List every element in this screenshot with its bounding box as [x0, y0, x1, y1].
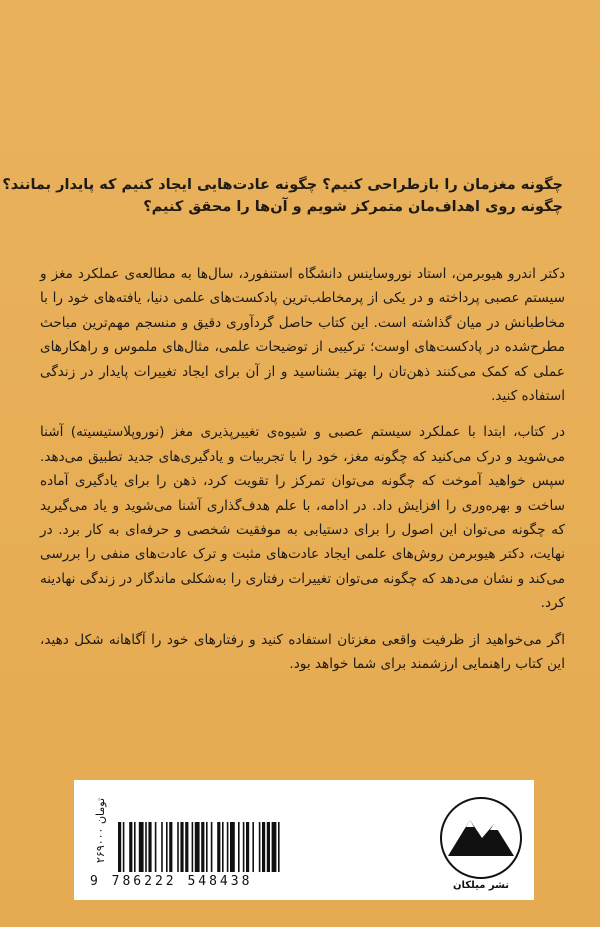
- barcode-panel: [74, 780, 534, 900]
- headline-questions: [2, 174, 563, 218]
- blurb-paragraph-2: در کتاب، ابتدا با عملکرد سیستم عصبی و شیوه‌ی تغییرپذیری مغز (نوروپلاستیسیته) آشنا می‌شوید و درک می‌کنید که چگونه مغز، خود را با تجربیات و یادگیری‌های جدید تطبیق می‌دهد. سپس خواهید آموخت که چگونه می‌توان تمرکز را تقویت کرد، ذهن را برای یادگیری آماده ساخت و بهره‌وری را افزایش داد. در ادامه، با علم هدف‌گذاری آشنا می‌شوید و یاد می‌گیرید که چگونه می‌توان این اصول را برای دستیابی به موفقیت شخصی و حرفه‌ای به کار برد. در نهایت، دکتر هیوبرمن روش‌های علمی ایجاد عادت‌های مثبت و ترک عادت‌های منفی را بررسی می‌کند و نشان می‌دهد که چگونه می‌توان تغییرات رفتاری را به‌شکلی ماندگار در زندگی نهادینه کرد.: [40, 424, 565, 612]
- question-line-2: چگونه روی اهداف‌مان متمرکز شویم و آن‌ها را محقق کنیم؟: [143, 199, 563, 215]
- price-label: ۲۶۹۰۰۰ تومان: [94, 797, 107, 863]
- blurb-text: [40, 262, 565, 689]
- blurb-paragraph-1: دکتر اندرو هیوبرمن، استاد نوروساینس دانشگاه استنفورد، سال‌ها به مطالعه‌ی عملکرد مغز و سیستم عصبی پرداخته و در یکی از پرمخاطب‌ترین پادکست‌های علمی دنیا، یافته‌های خود را با مخاطبانش در میان گذاشته است. این کتاب حاصل گردآوری دقیق و منسجم مهم‌ترین مباحث مطرح‌شده در پادکست‌های اوست؛ ترکیبی از توضیحات علمی، مثال‌های ملموس و راهکارهای عملی که کمک می‌کنند ذهن‌تان را بهتر بشناسید و از آن برای ایجاد تغییرات پایدار در زندگی استفاده کنید.: [40, 266, 565, 405]
- mountains-logo-icon: [438, 794, 524, 890]
- question-line-1: چگونه مغزمان را بازطراحی کنیم؟ چگونه عادت‌هایی ایجاد کنیم که پایدار بمانند؟: [2, 177, 563, 193]
- isbn-digits: 9 786222 548438: [90, 874, 253, 889]
- publisher-name: نشر میلکان: [452, 880, 510, 891]
- blurb-paragraph-3: اگر می‌خواهید از ظرفیت واقعی مغزتان استفاده کنید و رفتارهای خود را آگاهانه شکل دهید، این کتاب راهنمایی ارزشمند برای شما خواهد بود.: [40, 631, 565, 673]
- isbn-barcode: [114, 822, 454, 872]
